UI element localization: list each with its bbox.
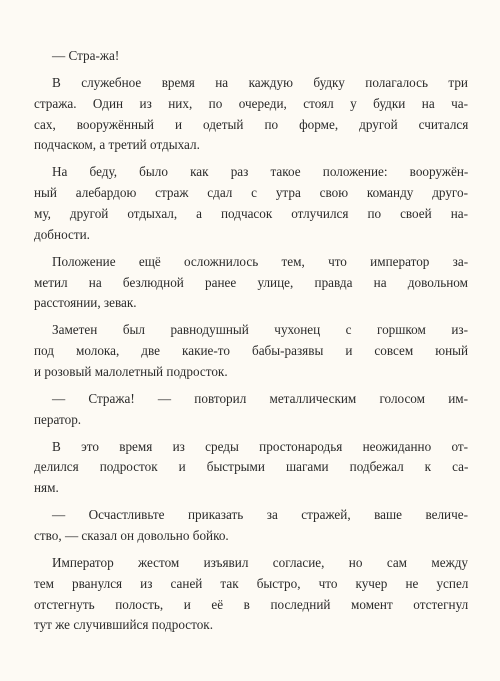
text-line: На беду, было как раз такое положение: вооружён- <box>52 164 469 180</box>
paragraph-6 <box>34 389 468 431</box>
text-line: под молока, две какие-то бабы-разявы и совсем юный <box>34 343 469 359</box>
paragraph-8 <box>34 505 468 547</box>
text-line: и розовый малолетный подросток. <box>34 363 228 379</box>
text-line: Положение ещё осложнилось тем, что император за- <box>52 253 469 269</box>
text-line: В это время из среды простонародья неожиданно от- <box>52 438 469 454</box>
text-line: подчаском, а третий отдыхал. <box>34 137 200 153</box>
text-line: тем рванулся из саней так быстро, что кучер не успел <box>34 575 469 591</box>
text-line: стража. Один из них, по очереди, стоял у будки на ча- <box>34 95 468 111</box>
text-line: — Осчастливьте приказать за стражей, ваше величе- <box>52 507 468 523</box>
text-line: ператор. <box>34 411 82 427</box>
paragraph-9 <box>34 553 468 636</box>
paragraph-1 <box>34 46 468 67</box>
page-text <box>34 46 468 642</box>
text-line: ство, — сказал он довольно бойко. <box>34 528 229 544</box>
paragraph-4 <box>34 252 468 314</box>
text-line: Император жестом изъявил согласие, но сам между <box>52 555 468 571</box>
paragraph-5 <box>34 320 468 382</box>
text-line: му, другой отдыхал, а подчасок отлучился по своей на- <box>34 205 468 221</box>
text-line: ный алебардою страж сдал с утра свою команду друго- <box>34 185 468 201</box>
text-line: В служебное время на каждую будку полагалось три <box>52 74 468 90</box>
text-line: — Стража! — повторил металлическим голосом им- <box>52 390 468 406</box>
paragraph-2 <box>34 73 468 156</box>
text-line: — Стра-жа! <box>52 48 120 63</box>
text-line: расстоянии, зевак. <box>34 295 137 311</box>
text-line: отстегнуть полость, и её в последний момент отстегнул <box>34 596 469 612</box>
text-line: сах, вооружённый и одетый по форме, другой считался <box>34 116 469 132</box>
text-line: тут же случившийся подросток. <box>34 617 213 633</box>
text-line: ням. <box>34 480 59 496</box>
text-line: метил на безлюдной ранее улице, правда на довольном <box>34 274 468 290</box>
paragraph-7 <box>34 437 468 499</box>
text-line: делился подросток и быстрыми шагами подбежал к са- <box>34 459 469 475</box>
text-line: добности. <box>34 226 90 242</box>
paragraph-3 <box>34 162 468 245</box>
text-line: Заметен был равнодушный чухонец с горшком из- <box>52 322 468 338</box>
